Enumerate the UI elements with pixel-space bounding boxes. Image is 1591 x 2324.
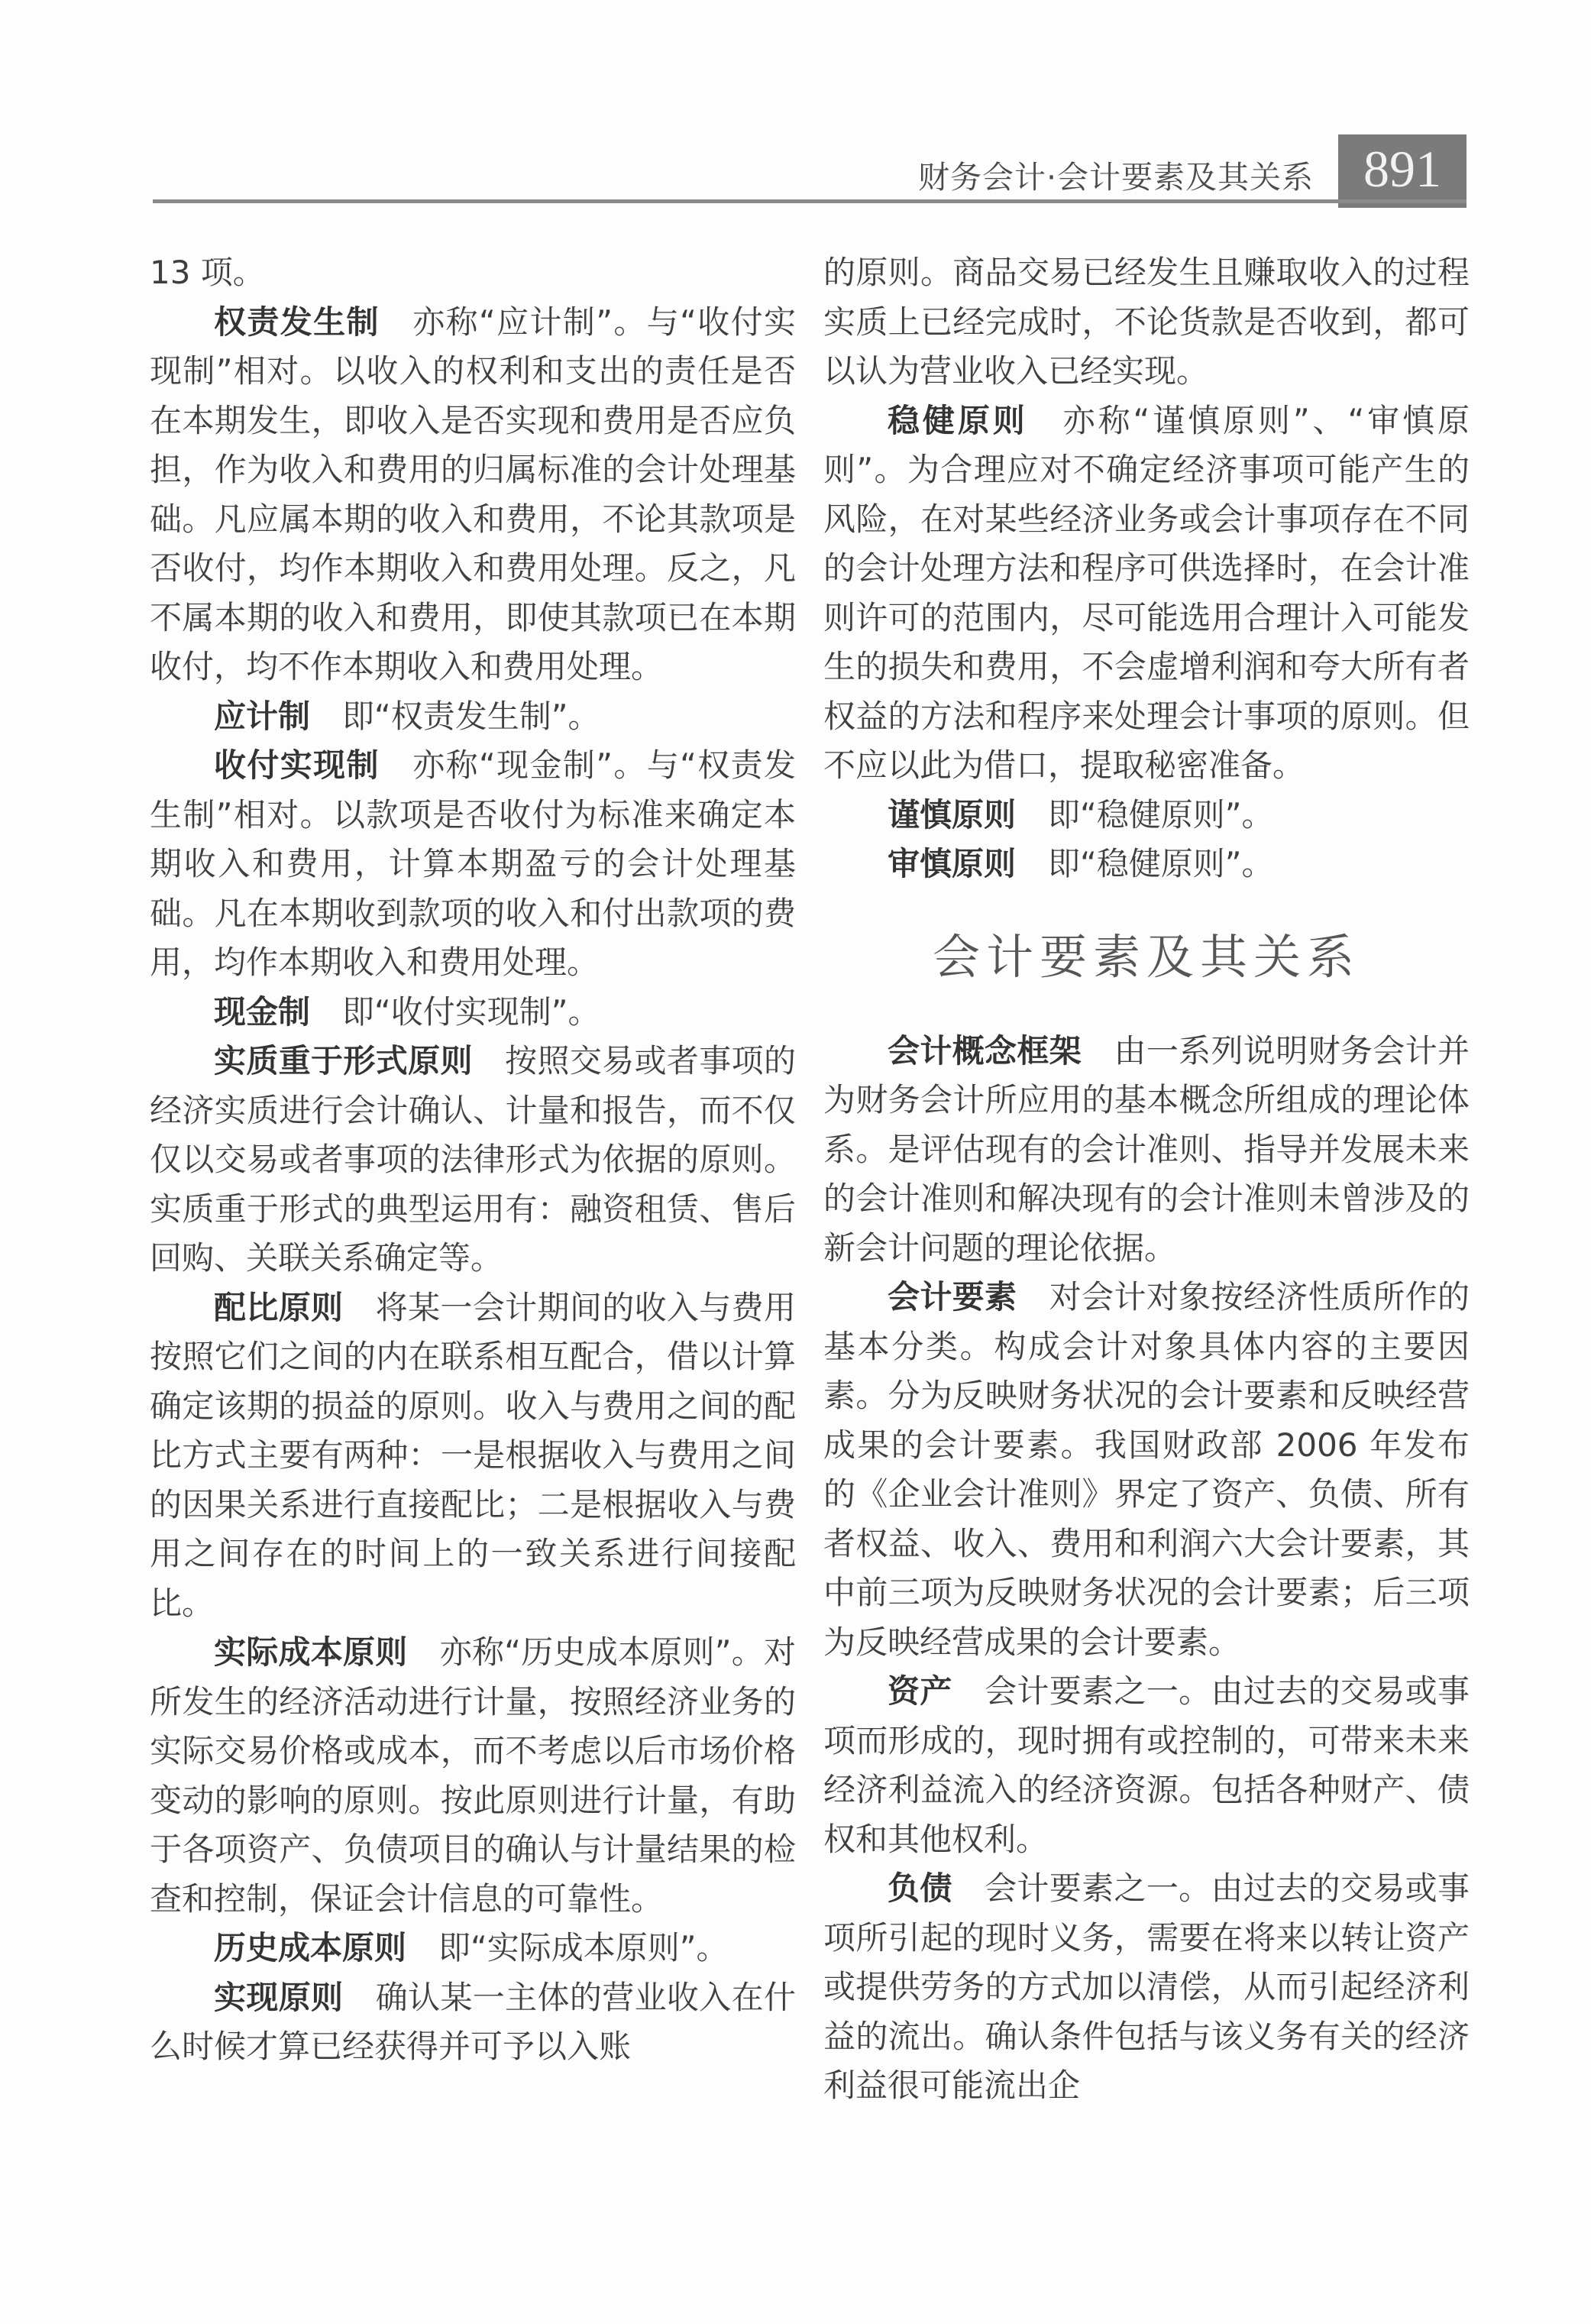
entry-accrual-system: [150, 692, 796, 742]
entry-term: 权责发生制: [214, 303, 380, 341]
section-heading: 会计要素及其关系: [932, 928, 1360, 985]
entry-term: 稳健原则: [888, 401, 1028, 439]
entry-assets: [823, 1667, 1470, 1864]
entry-liabilities: [823, 1864, 1470, 2111]
entry-definition: 将某一会计期间的收入与费用按照它们之间的内在联系相互配合，借以计算确定该期的损益的原则。收入与费用之间的配比方式主要有两种：一是根据收入与费用之间的因果关系进行直接配比；二是根据收入与费用之间存在的时间上的一致关系进行间接配比。: [150, 1288, 796, 1622]
entry-definition: 亦称“历史成本原则”。对所发生的经济活动进行计量，按照经济业务的实际交易价格或成本，而不考虑以后市场价格变动的影响的原则。按此原则进行计量，有助于各项资产、负债项目的确认与计量结果的检查和控制，保证会计信息的可靠性。: [150, 1633, 796, 1918]
entry-term: 资产: [888, 1672, 952, 1710]
entry-definition: 亦称“现金制”。与“权责发生制”相对。以款项是否收付为标准来确定本期收入和费用，计算本期盈亏的会计处理基础。凡在本期收到款项的收入和付出款项的费用，均作本期收入和费用处理。: [150, 746, 796, 981]
entry-term: 现金制: [214, 992, 311, 1031]
entry-definition: 即“稳健原则”。: [1048, 795, 1274, 833]
page-number-badge: 891: [1338, 134, 1467, 208]
entry-definition: 按照交易或者事项的经济实质进行会计确认、计量和报告，而不仅仅以交易或者事项的法律形式为依据的原则。实质重于形式的典型运用有：融资租赁、售后回购、关联关系确定等。: [150, 1042, 796, 1277]
entry-term: 应计制: [214, 697, 311, 735]
entry-matching-principle: [150, 1283, 796, 1629]
entry-term: 实现原则: [214, 1978, 344, 2016]
entry-definition: 亦称“谨慎原则”、“审慎原则”。为合理应对不确定经济事项可能产生的风险，在对某些经济业务或会计事项存在不同的会计处理方法和程序可供选择时，在会计准则许可的范围内，尽可能选用合理计入可能发生的损失和费用，不会虚增利润和夸大所有者权益的方法和程序来处理会计事项的原则。但不应以此为借口，提取秘密准备。: [823, 401, 1470, 784]
entry-term: 实质重于形式原则: [214, 1042, 473, 1079]
header-rule: [153, 199, 1467, 203]
entry-substance-over-form: [150, 1037, 796, 1283]
entry-definition: 会计要素之一。由过去的交易或事项而形成的，现时拥有或控制的，可带来未来经济利益流入的经济资源。包括各种财产、债权和其他权利。: [823, 1672, 1470, 1858]
entry-conceptual-framework: [823, 1027, 1470, 1274]
entry-term: 会计要素: [888, 1278, 1017, 1316]
entry-term: 配比原则: [214, 1288, 344, 1326]
header-section-title: 财务会计·会计要素及其关系: [917, 159, 1314, 196]
running-header: [153, 134, 1467, 208]
entry-definition: 对会计对象按经济性质所作的基本分类。构成会计对象具体内容的主要因素。分为反映财务状况的会计要素和反映经营成果的会计要素。我国财政部 2006 年发布的《企业会计准则》界定了资产、负债、所有者权益、收入、费用和利润六大会计要素，其中前三项为反映财务状况的会计要素；后三项为反映经营成果的会计要素。: [823, 1278, 1470, 1661]
entry-term: 审慎原则: [888, 845, 1017, 882]
entry-definition: 亦称“应计制”。与“收付实现制”相对。以收入的权利和支出的责任是否在本期发生，即收入是否实现和费用是否应负担，作为收入和费用的归属标准的会计处理基础。凡应属本期的收入和费用，不论其款项是否收付，均作本期收入和费用处理。反之，凡不属本期的收入和费用，即使其款项已在本期收付，均不作本期收入和费用处理。: [150, 303, 796, 685]
continuation-text: 13 项。: [150, 254, 265, 291]
continuation-text: 的原则。商品交易已经发生且赚取收入的过程实质上已经完成时，不论货款是否收到，都可以认为营业收入已经实现。: [823, 254, 1470, 390]
entry-accounting-elements: [823, 1273, 1470, 1667]
entry-definition: 即“权责发生制”。: [342, 697, 600, 735]
entry-definition: 由一系列说明财务会计并为财务会计所应用的基本概念所组成的理论体系。是评估现有的会计准则、指导并发展未来的会计准则和解决现有的会计准则未曾涉及的新会计问题的理论依据。: [823, 1031, 1470, 1267]
entry-cash-system: [150, 988, 796, 1037]
entry-definition: 即“收付实现制”。: [342, 992, 600, 1031]
left-column: [150, 248, 796, 2072]
entry-cash-basis: [150, 741, 796, 988]
entry-historical-cost-principle: [150, 1924, 796, 1973]
entry-term: 收付实现制: [214, 746, 380, 784]
right-column: [823, 248, 1470, 2111]
entry-term: 实际成本原则: [214, 1633, 408, 1671]
entry-definition: 即“实际成本原则”。: [438, 1929, 729, 1966]
entry-term: 谨慎原则: [888, 795, 1017, 833]
entry-realization-principle: [150, 1973, 796, 2072]
entry-prudence-principle: [823, 791, 1470, 840]
entry-term: 负债: [888, 1869, 952, 1907]
entry-accrual-basis: [150, 298, 796, 692]
entry-definition: 会计要素之一。由过去的交易或事项所引起的现时义务，需要在将来以转让资产或提供劳务的方式加以清偿，从而引起经济利益的流出。确认条件包括与该义务有关的经济利益很可能流出企: [823, 1869, 1470, 2104]
entry-term: 历史成本原则: [214, 1929, 407, 1966]
entry-actual-cost-principle: [150, 1628, 796, 1924]
entry-definition: 即“稳健原则”。: [1048, 845, 1274, 882]
entry-caution-principle: [823, 840, 1470, 889]
entry-definition: 确认某一主体的营业收入在什么时候才算已经获得并可予以入账: [150, 1978, 796, 2065]
entry-term: 会计概念框架: [888, 1031, 1082, 1070]
entry-conservatism-principle: [823, 397, 1470, 791]
